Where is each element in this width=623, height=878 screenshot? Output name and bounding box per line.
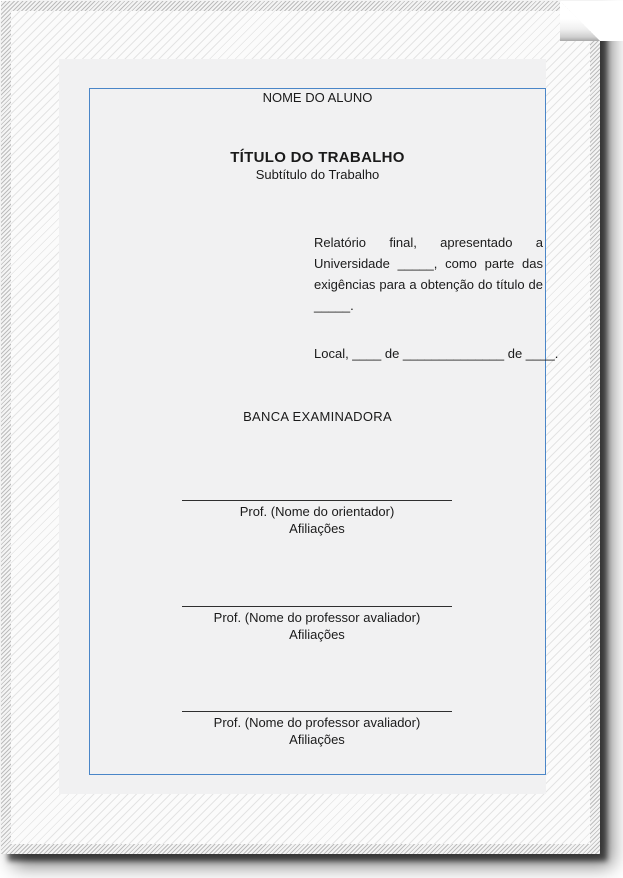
committee-heading: BANCA EXAMINADORA — [243, 409, 392, 424]
nature-line: Universidade _____, como parte das — [314, 256, 543, 271]
document-page — [1, 1, 600, 854]
work-subtitle: Subtítulo do Trabalho — [255, 167, 380, 182]
text-boundary-frame — [89, 88, 559, 775]
signature-name: Prof. (Nome do professor avaliador) — [213, 610, 421, 625]
signature-block — [182, 711, 452, 748]
signature-block — [182, 500, 452, 537]
title-block — [90, 149, 545, 182]
signature-name: Prof. (Nome do orientador) — [239, 504, 395, 519]
document-panel — [59, 59, 559, 794]
student-name: NOME DO ALUNO — [262, 90, 373, 105]
place-date-line: Local, ____ de ______________ de ____. — [314, 346, 559, 361]
nature-line: _____. — [314, 298, 354, 313]
work-title: TÍTULO DO TRABALHO — [230, 149, 405, 166]
signature-name: Prof. (Nome do professor avaliador) — [213, 715, 421, 730]
nature-line: Relatório final, apresentado a — [314, 235, 543, 250]
signature-affiliation: Afiliações — [289, 521, 345, 536]
signature-affiliation: Afiliações — [289, 732, 345, 747]
nature-line: exigências para a obtenção do título de — [314, 277, 543, 292]
signature-affiliation: Afiliações — [289, 627, 345, 642]
nature-paragraph — [314, 232, 543, 316]
signature-block — [182, 606, 452, 643]
